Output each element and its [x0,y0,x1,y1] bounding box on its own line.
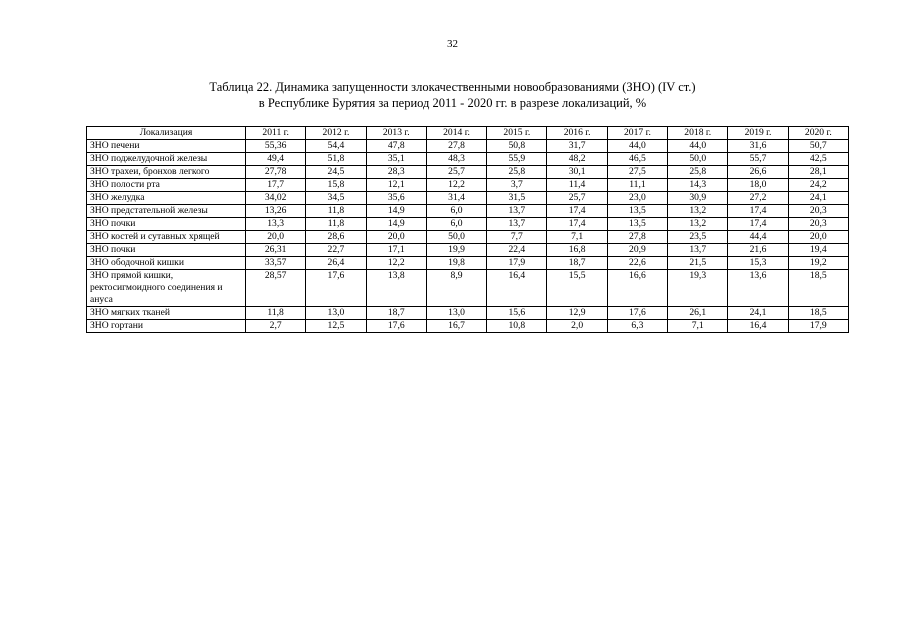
table-cell: 12,2 [426,179,486,192]
table-cell: 2,7 [246,320,306,333]
row-label: ЗНО ободочной кишки [87,257,246,270]
table-title [0,79,905,111]
table-cell: 13,26 [246,205,306,218]
table-cell: 27,5 [607,166,667,179]
table-cell: 22,4 [487,244,547,257]
table-cell: 27,2 [728,192,788,205]
table-cell: 30,1 [547,166,607,179]
table-title-line-1: Таблица 22. Динамика запущенности злокачественными новообразованиями (ЗНО) (IV ст.) [209,80,696,94]
table-cell: 16,8 [547,244,607,257]
table-cell: 23,0 [607,192,667,205]
table-cell: 25,7 [426,166,486,179]
table-cell: 42,5 [788,153,848,166]
column-header: Локализация [87,127,246,140]
table-row [87,205,849,218]
table-cell: 33,57 [246,257,306,270]
table-cell: 17,6 [607,307,667,320]
data-table [86,126,849,333]
row-label: ЗНО полости рта [87,179,246,192]
column-header: 2015 г. [487,127,547,140]
table-cell: 55,9 [487,153,547,166]
table-cell: 20,0 [788,231,848,244]
table-cell: 13,0 [426,307,486,320]
table-cell: 22,7 [306,244,366,257]
table-cell: 13,7 [487,218,547,231]
table-cell: 27,8 [426,140,486,153]
table-cell: 8,9 [426,270,486,307]
table-cell: 17,4 [547,218,607,231]
table-cell: 11,1 [607,179,667,192]
table-cell: 30,9 [668,192,728,205]
table-cell: 50,7 [788,140,848,153]
column-header: 2020 г. [788,127,848,140]
table-cell: 24,5 [306,166,366,179]
table-cell: 20,0 [366,231,426,244]
table-cell: 51,8 [306,153,366,166]
table-cell: 46,5 [607,153,667,166]
table-cell: 12,1 [366,179,426,192]
table-cell: 31,7 [547,140,607,153]
table-cell: 7,7 [487,231,547,244]
table-cell: 11,8 [306,205,366,218]
row-label: ЗНО трахеи, бронхов легкого [87,166,246,179]
table-row [87,179,849,192]
table-cell: 26,6 [728,166,788,179]
table-cell: 54,4 [306,140,366,153]
row-label: ЗНО почки [87,218,246,231]
table-cell: 13,7 [487,205,547,218]
table-body [87,140,849,333]
table-cell: 48,3 [426,153,486,166]
table-row [87,166,849,179]
table-cell: 24,1 [788,192,848,205]
table-cell: 50,0 [668,153,728,166]
table-cell: 17,1 [366,244,426,257]
table-cell: 13,8 [366,270,426,307]
table-cell: 27,8 [607,231,667,244]
table-cell: 24,1 [728,307,788,320]
row-label: ЗНО поджелудочной железы [87,153,246,166]
table-cell: 13,5 [607,218,667,231]
table-cell: 50,8 [487,140,547,153]
table-cell: 47,8 [366,140,426,153]
table-cell: 23,5 [668,231,728,244]
table-cell: 25,8 [487,166,547,179]
table-cell: 19,2 [788,257,848,270]
table-cell: 6,3 [607,320,667,333]
table-row [87,307,849,320]
row-label: ЗНО гортани [87,320,246,333]
column-header: 2017 г. [607,127,667,140]
table-cell: 26,1 [668,307,728,320]
table-row [87,140,849,153]
table-cell: 26,4 [306,257,366,270]
table-cell: 18,7 [547,257,607,270]
table-cell: 55,36 [246,140,306,153]
table-cell: 44,4 [728,231,788,244]
table-cell: 20,9 [607,244,667,257]
table-cell: 13,0 [306,307,366,320]
row-label: ЗНО прямой кишки, ректосигмоидного соединения и ануса [87,270,246,307]
row-label: ЗНО желудка [87,192,246,205]
table-cell: 13,3 [246,218,306,231]
table-row [87,192,849,205]
table-cell: 15,5 [547,270,607,307]
table-cell: 28,57 [246,270,306,307]
table-cell: 2,0 [547,320,607,333]
table-cell: 15,3 [728,257,788,270]
table-cell: 25,8 [668,166,728,179]
column-header: 2012 г. [306,127,366,140]
table-cell: 22,6 [607,257,667,270]
table-cell: 18,0 [728,179,788,192]
table-cell: 19,9 [426,244,486,257]
table-cell: 19,8 [426,257,486,270]
table-cell: 13,2 [668,218,728,231]
table-cell: 55,7 [728,153,788,166]
table-row [87,218,849,231]
table-cell: 19,4 [788,244,848,257]
table-cell: 6,0 [426,205,486,218]
table-cell: 18,5 [788,307,848,320]
table-cell: 31,4 [426,192,486,205]
table-row [87,231,849,244]
row-label: ЗНО почки [87,244,246,257]
table-cell: 17,4 [547,205,607,218]
table-cell: 13,5 [607,205,667,218]
table-cell: 17,4 [728,205,788,218]
column-header: 2018 г. [668,127,728,140]
table-cell: 31,5 [487,192,547,205]
table-cell: 11,4 [547,179,607,192]
table-cell: 20,3 [788,218,848,231]
table-cell: 14,9 [366,205,426,218]
table-cell: 17,7 [246,179,306,192]
table-cell: 34,5 [306,192,366,205]
table-cell: 17,9 [788,320,848,333]
table-cell: 21,6 [728,244,788,257]
table-cell: 18,7 [366,307,426,320]
table-cell: 17,9 [487,257,547,270]
table-cell: 7,1 [668,320,728,333]
table-cell: 3,7 [487,179,547,192]
table-cell: 11,8 [246,307,306,320]
table-cell: 15,6 [487,307,547,320]
table-row [87,257,849,270]
table-cell: 17,6 [366,320,426,333]
table-cell: 12,9 [547,307,607,320]
table-cell: 28,1 [788,166,848,179]
column-header: 2016 г. [547,127,607,140]
column-header: 2013 г. [366,127,426,140]
column-header: 2014 г. [426,127,486,140]
table-cell: 50,0 [426,231,486,244]
table-header-row [87,127,849,140]
table-cell: 48,2 [547,153,607,166]
page-number: 32 [447,38,458,50]
column-header: 2011 г. [246,127,306,140]
table-cell: 6,0 [426,218,486,231]
table-cell: 16,4 [728,320,788,333]
column-header: 2019 г. [728,127,788,140]
table-row [87,244,849,257]
table-cell: 34,02 [246,192,306,205]
table-cell: 18,5 [788,270,848,307]
table-cell: 16,4 [487,270,547,307]
table-cell: 11,8 [306,218,366,231]
table-cell: 20,0 [246,231,306,244]
row-label: ЗНО костей и сутавных хрящей [87,231,246,244]
table-cell: 44,0 [607,140,667,153]
row-label: ЗНО предстательной железы [87,205,246,218]
table-cell: 17,4 [728,218,788,231]
table-cell: 16,6 [607,270,667,307]
table-cell: 35,1 [366,153,426,166]
table-cell: 21,5 [668,257,728,270]
table-cell: 14,9 [366,218,426,231]
table-row [87,270,849,307]
table-cell: 28,6 [306,231,366,244]
table-cell: 14,3 [668,179,728,192]
table-cell: 20,3 [788,205,848,218]
table-cell: 19,3 [668,270,728,307]
table-row [87,320,849,333]
table-cell: 24,2 [788,179,848,192]
table-cell: 17,6 [306,270,366,307]
table-cell: 7,1 [547,231,607,244]
table-cell: 49,4 [246,153,306,166]
table-cell: 26,31 [246,244,306,257]
row-label: ЗНО мягких тканей [87,307,246,320]
table-cell: 15,8 [306,179,366,192]
table-cell: 16,7 [426,320,486,333]
table-title-line-2: в Республике Бурятия за период 2011 - 2020 гг. в разрезе локализаций, % [258,96,647,110]
table-cell: 13,7 [668,244,728,257]
table-cell: 31,6 [728,140,788,153]
table-cell: 13,2 [668,205,728,218]
table-cell: 44,0 [668,140,728,153]
table-cell: 28,3 [366,166,426,179]
table-cell: 13,6 [728,270,788,307]
table-cell: 27,78 [246,166,306,179]
table-row [87,153,849,166]
table-cell: 25,7 [547,192,607,205]
table-cell: 10,8 [487,320,547,333]
table-cell: 12,5 [306,320,366,333]
row-label: ЗНО печени [87,140,246,153]
table-cell: 35,6 [366,192,426,205]
table-cell: 12,2 [366,257,426,270]
